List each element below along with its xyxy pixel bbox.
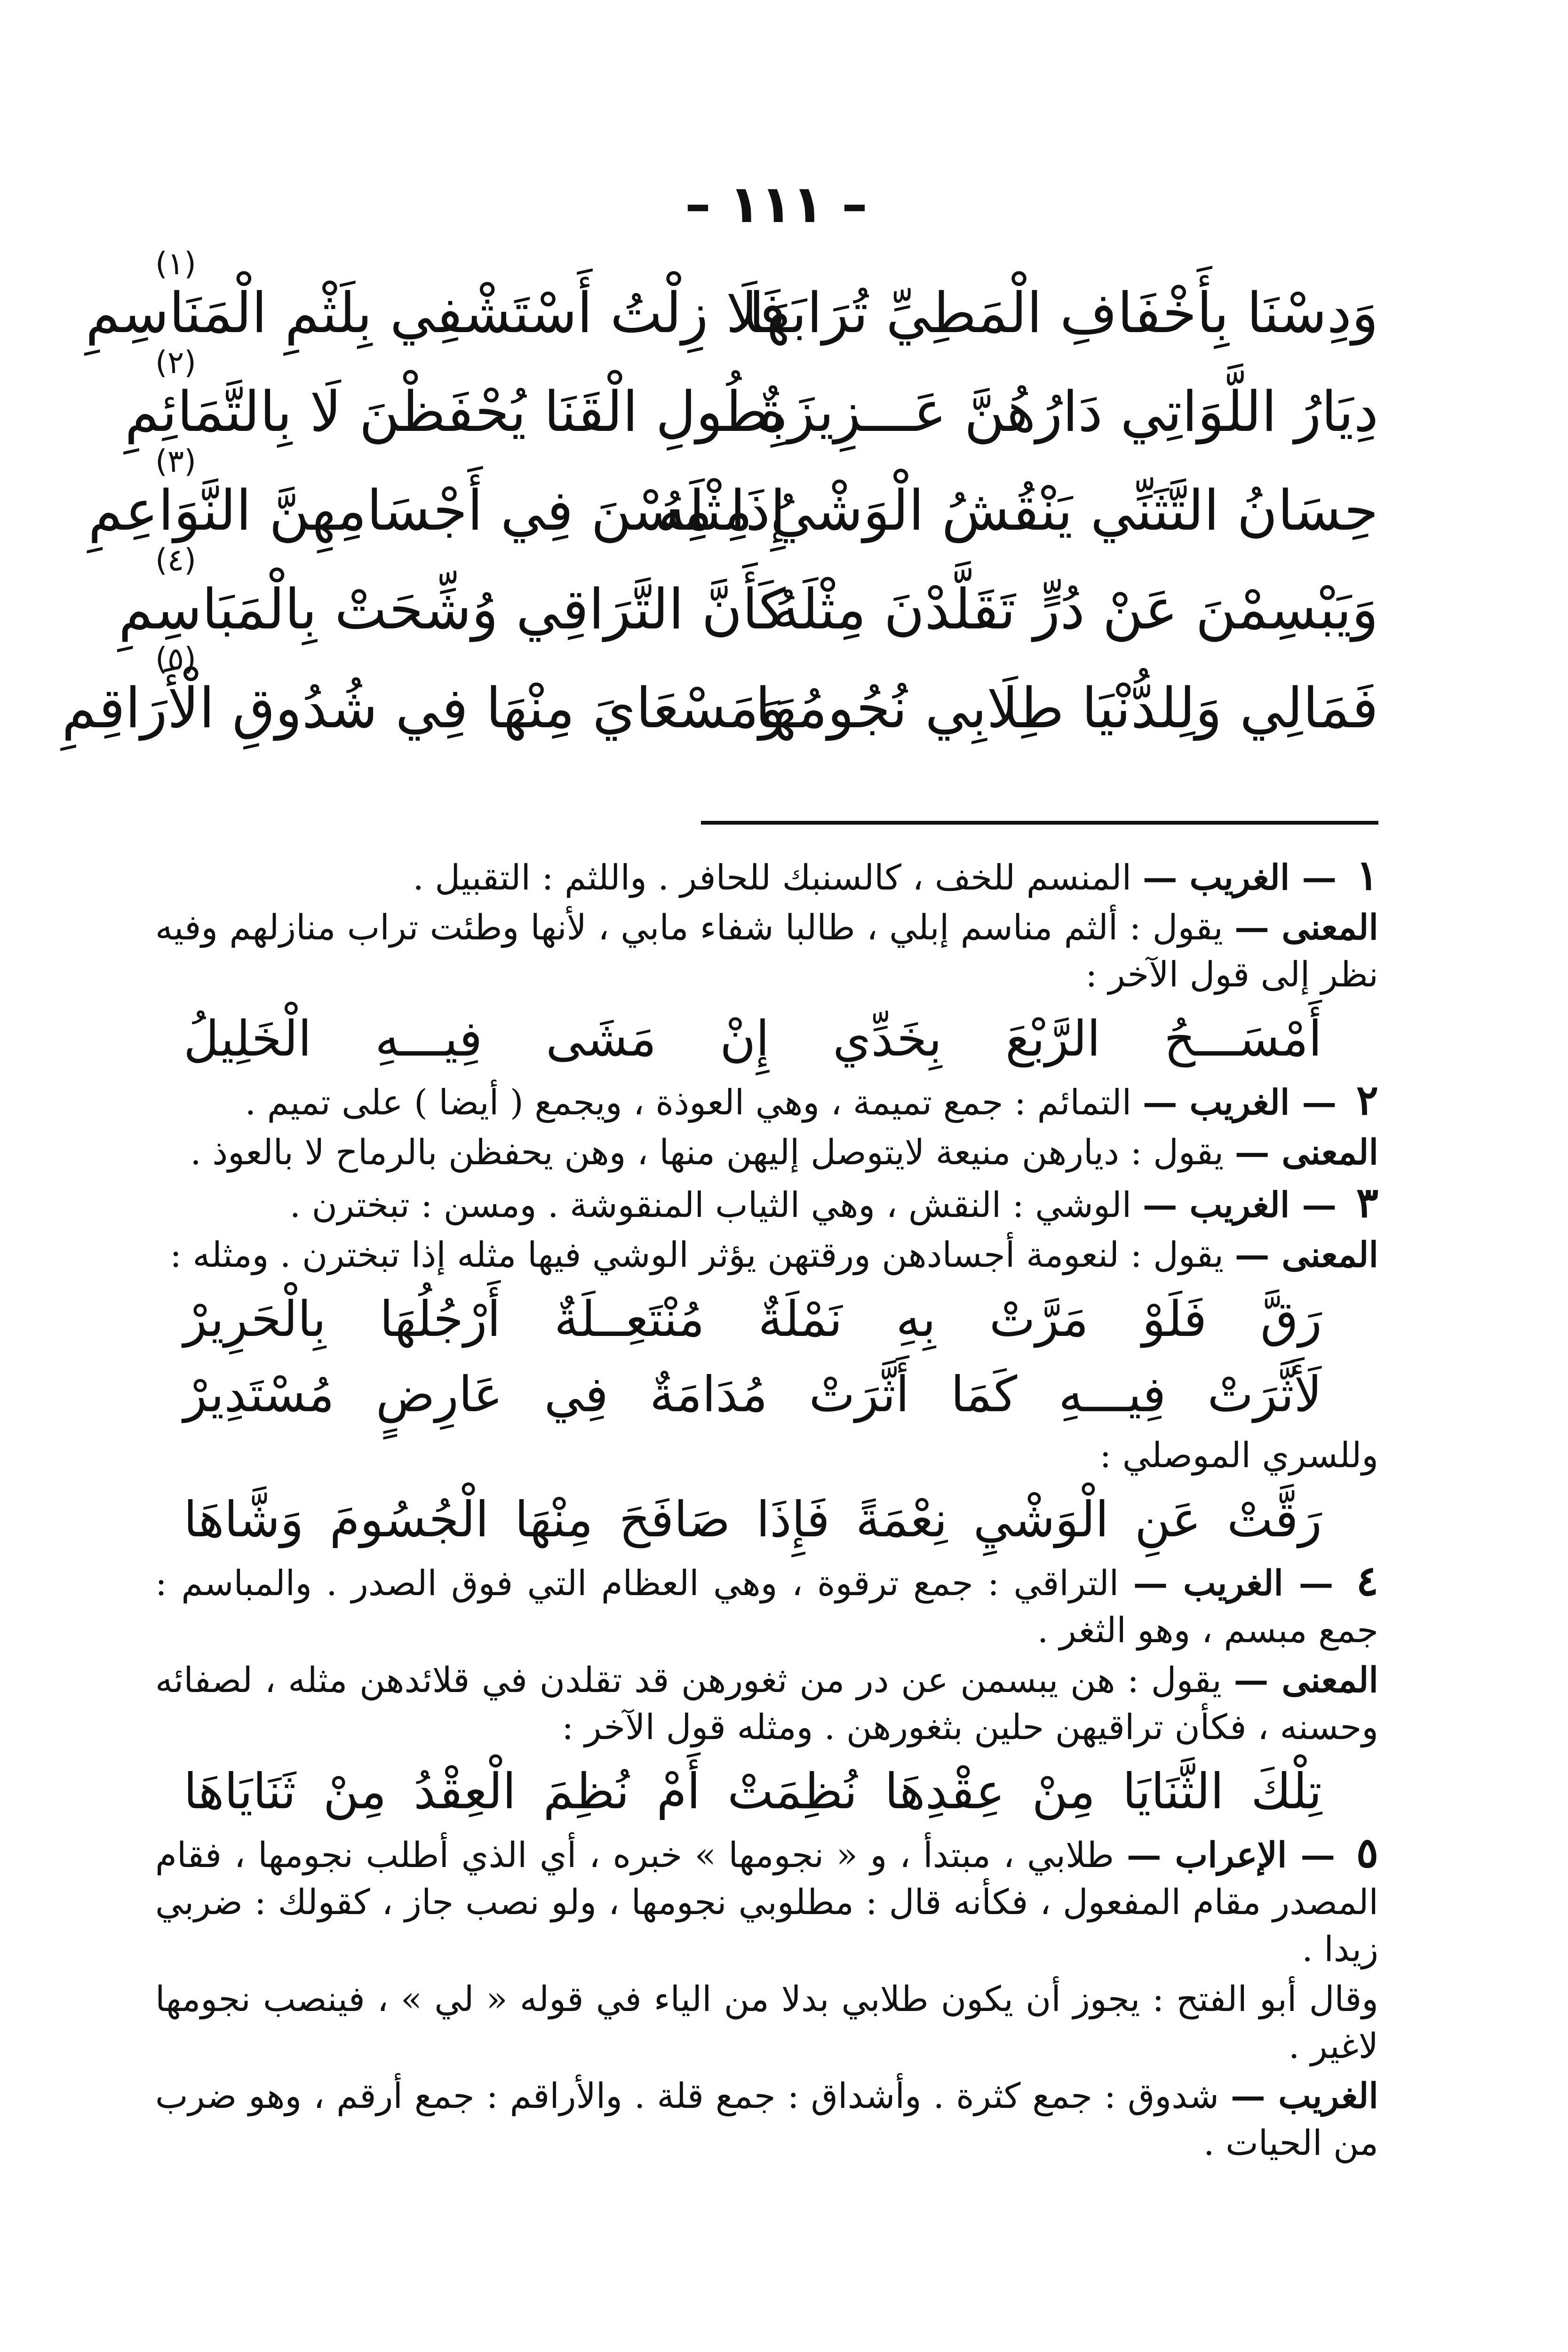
note-number: ٢ — [1356, 1075, 1378, 1124]
quote-word: الْخَلِيلُ — [183, 1010, 312, 1067]
verse-1 — [85, 246, 1378, 362]
verse-4-first-hemistich: وَيَبْسِمْنَ عَنْ دُرٍّ تَقَلَّدْنَ مِثْلَهُ — [772, 577, 1378, 642]
quote-word: بِخَدِّي — [833, 1010, 942, 1067]
note-3-gharib — [155, 1179, 1378, 1229]
note-3-intro-sari — [155, 1432, 1378, 1479]
quote-word: بِالْحَرِيرْ — [183, 1290, 326, 1348]
quote-word: مِنْ — [323, 1763, 387, 1820]
note-2-meaning — [155, 1129, 1378, 1176]
note-5-irab — [155, 1829, 1378, 1973]
note-term-label: — الغريب — — [1142, 1082, 1337, 1123]
quote-word: فِيـــهِ — [1059, 1366, 1166, 1423]
note-number: ٤ — [1356, 1556, 1378, 1605]
quote-word: الثَّنَايَا — [1122, 1763, 1224, 1820]
note-term-label: المعنى — — [1234, 1235, 1378, 1275]
note-term-label: — الغريب — — [1142, 858, 1337, 898]
quote-word: تِلْكَ — [1250, 1763, 1322, 1820]
quote-word: إِنْ — [720, 1010, 770, 1067]
note-term-label: المعنى — — [1234, 1132, 1378, 1173]
note-number: ١ — [1356, 850, 1378, 899]
quote-word: عَارِضٍ — [375, 1366, 503, 1423]
note-5-gharib — [155, 2073, 1378, 2167]
note-text: الوشي : النقش ، وهي الثياب المنقوشة . ومسن : تبخترن . — [289, 1185, 1132, 1225]
note-text: وقال أبو الفتح : يجوز أن يكون طلابي بدلا من الياء في قوله « لي » ، فينصب نجومها لاغير . — [155, 1979, 1378, 2066]
verse-5-first-hemistich: فَمَالِي وَلِلدُّنْيَا طِلَابِي نُجُومُهَا — [755, 675, 1378, 740]
verse-5-second-hemistich: وَمَسْعَايَ مِنْهَا فِي شُدُوقِ الْأَرَاقِمِ — [62, 675, 786, 740]
quote-word: كَمَا — [950, 1366, 1018, 1423]
verse-2 — [125, 344, 1378, 461]
verse-3 — [88, 443, 1378, 560]
verse-3-first-hemistich: حِسَانُ التَّثَنِّي يَنْقُشُ الْوَشْيُ مِثْلَهُ — [658, 478, 1378, 543]
quote-word: الْوَشْيِ — [973, 1491, 1109, 1548]
quote-word: لَأَثَّرَتْ — [1207, 1366, 1322, 1423]
note-4-gharib — [155, 1557, 1378, 1654]
note-text: يقول : هن يبسمن عن در من ثغورهن قد تقلدن في قلائدهن مثله ، لصفائه وحسنه ، فكأن تراقيهن حلين بثغورهن . ومثله قول الآخر : — [155, 1660, 1378, 1748]
quote-word: نُظِمَتْ — [727, 1763, 858, 1820]
quoted-verse-3 — [155, 1357, 1378, 1432]
footnote-marker-2: (٢) — [155, 344, 196, 381]
quote-word: مُنْتَعِــلَةٌ — [554, 1290, 705, 1348]
quote-word: أَمْ — [656, 1763, 700, 1820]
verse-2-first-hemistich: دِيَارُ اللَّوَاتِي دَارُهُنَّ عَـــزِيزَةٌ — [759, 379, 1378, 444]
quote-word: مُدَامَةٌ — [650, 1366, 768, 1423]
note-number: ٣ — [1356, 1178, 1378, 1227]
quote-word: الْجُسُومَ — [329, 1491, 489, 1548]
quote-word: فِيـــهِ — [375, 1010, 483, 1067]
note-term-label: — الإعراب — — [1126, 1835, 1336, 1875]
quote-word: فَلَوْ — [1142, 1290, 1207, 1348]
verse-3-second-hemistich: إِذَا مِسْنَ فِي أَجْسَامِهِنَّ النَّوَاعِمِ — [88, 478, 786, 543]
quote-word: فِي — [544, 1366, 608, 1423]
note-3-meaning — [155, 1232, 1378, 1279]
note-2-gharib — [155, 1076, 1378, 1126]
quote-word: مَشَى — [546, 1010, 657, 1067]
note-text: يقول : ديارهن منيعة لايتوصل إليهن منها ، وهن يحفظن بالرماح لا بالعوذ . — [190, 1132, 1224, 1173]
quote-word: نُظِمَ — [543, 1763, 629, 1820]
quote-word: ثَنَايَاهَا — [183, 1763, 296, 1820]
quoted-verse-4 — [155, 1482, 1378, 1557]
footnote-marker-5: (٥) — [155, 641, 196, 677]
quote-word: أَمْسَـــحُ — [1164, 1010, 1322, 1067]
verse-2-second-hemistich: بِطُولِ الْقَنَا يُحْفَظْنَ لَا بِالتَّمَائِمِ — [125, 379, 786, 444]
note-1-gharib — [155, 851, 1378, 901]
quote-word: وَشَّاهَا — [183, 1491, 304, 1548]
quote-word: رَقَّتْ — [1226, 1491, 1322, 1548]
note-text: يقول : لنعومة أجسادهن ورقتهن يؤثر الوشي فيها مثله إذا تبخترن . ومثله : — [170, 1235, 1224, 1275]
footnote-marker-1: (١) — [155, 246, 196, 282]
note-term-label: — الغريب — — [1133, 1563, 1334, 1604]
quote-word: صَافَحَ — [619, 1491, 731, 1548]
quote-word: عِقْدِهَا — [884, 1763, 1005, 1820]
note-text: وللسري الموصلي : — [1099, 1435, 1378, 1476]
note-text: التراقي : جمع ترقوة ، وهي العظام التي فوق الصدر . والمباسم : جمع مبسم ، وهو الثغر . — [155, 1563, 1378, 1651]
quote-word: أَثَّرَتْ — [809, 1366, 909, 1423]
footnote-separator-rule — [701, 821, 1378, 825]
quote-word: مِنْهَا — [515, 1491, 593, 1548]
quote-word: مُسْتَدِيرْ — [183, 1366, 334, 1423]
note-1-meaning — [155, 904, 1378, 998]
quote-word: فَإِذَا — [756, 1491, 830, 1548]
quote-word: بِهِ — [896, 1290, 936, 1348]
quote-word: مِنْ — [1032, 1763, 1096, 1820]
note-term-label: المعنى — — [1234, 907, 1378, 948]
quote-word: نِعْمَةً — [855, 1491, 947, 1548]
footnote-marker-4: (٤) — [155, 542, 196, 578]
quoted-verse-5 — [155, 1754, 1378, 1829]
quote-word: رَقَّ — [1260, 1290, 1322, 1348]
note-number: ٥ — [1356, 1828, 1379, 1877]
quote-word: عَنِ — [1134, 1491, 1202, 1548]
quote-word: أَرْجُلُهَا — [379, 1290, 501, 1348]
commentary-notes — [155, 851, 1378, 2169]
page-number: – ١١١ – — [685, 174, 868, 234]
note-text: التمائم : جمع تميمة ، وهي العوذة ، ويجمع ( أيضا ) على تميم . — [245, 1082, 1132, 1123]
quote-word: مَرَّتْ — [989, 1290, 1089, 1348]
quoted-verse-2 — [155, 1281, 1378, 1357]
quoted-verse-1 — [155, 1001, 1378, 1076]
note-term-label: المعنى — — [1234, 1660, 1378, 1700]
verse-1-second-hemistich: فَلَا زِلْتُ أَسْتَشْفِي بِلَثْمِ الْمَنَاسِمِ — [85, 280, 786, 345]
quote-word: الرَّبْعَ — [1005, 1010, 1101, 1067]
verse-5 — [62, 641, 1378, 757]
note-text: يقول : ألثم مناسم إبلي ، طالبا شفاء مابي ، لأنها وطئت تراب منازلهم وفيه نظر إلى قول الآخر : — [155, 907, 1378, 995]
quote-word: نَمْلَةٌ — [758, 1290, 843, 1348]
note-4-meaning — [155, 1657, 1378, 1751]
note-text: طلابي ، مبتدأ ، و « نجومها » خبره ، أي الذي أطلب نجومها ، فقام المصدر مقام المفعول ، فكأنه قال : مطلوبي نجومها ، ولو نصب جاز ، كقولك : ضربي زيدا . — [155, 1835, 1378, 1970]
quote-word: الْعِقْدُ — [414, 1763, 517, 1820]
note-5-abu-alfath — [155, 1976, 1378, 2070]
poem-verses — [62, 246, 1378, 757]
note-text: شدوق : جمع كثرة . وأشداق : جمع قلة . والأراقم : جمع أرقم ، وهو ضرب من الحيات . — [155, 2076, 1378, 2163]
verse-4 — [118, 542, 1378, 659]
note-term-label: — الغريب — — [1142, 1185, 1337, 1225]
note-text: المنسم للخف ، كالسنبك للحافر . واللثم : التقبيل . — [413, 858, 1132, 898]
verse-1-first-hemistich: وَدِسْنَا بِأَخْفَافِ الْمَطِيِّ تُرَابَهَا — [748, 280, 1378, 345]
note-term-label: الغريب — — [1230, 2076, 1378, 2116]
verse-4-second-hemistich: كَأَنَّ التَّرَاقِي وُشِّحَتْ بِالْمَبَاسِمِ — [118, 577, 786, 642]
footnote-marker-3: (٣) — [155, 443, 196, 479]
